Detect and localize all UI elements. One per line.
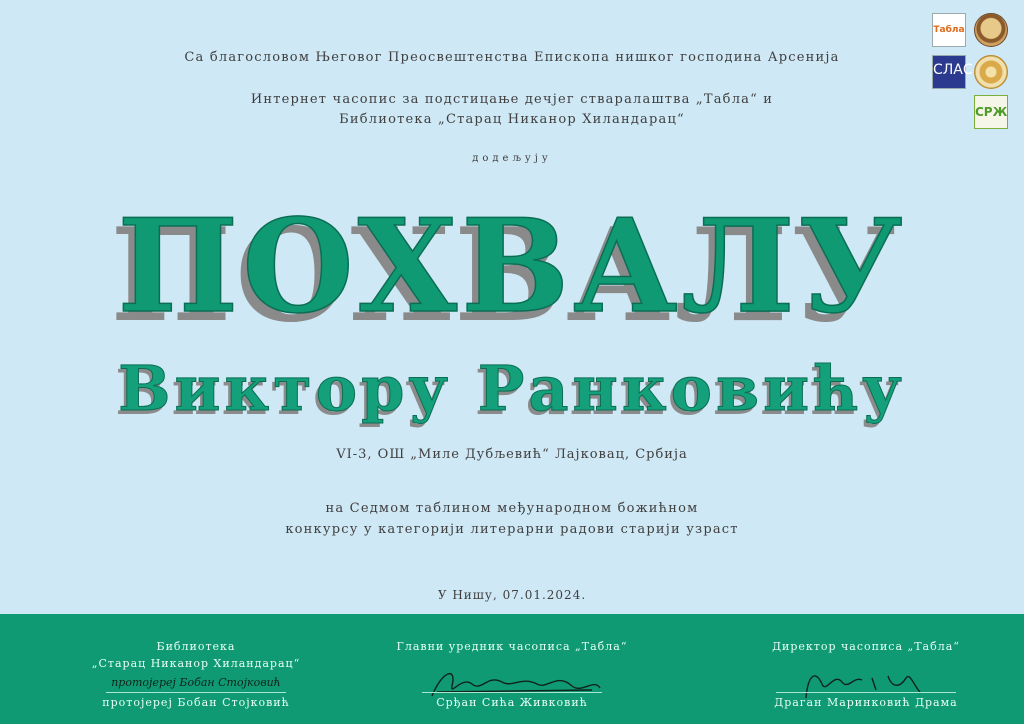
radio-logo-text: СЛАС [933, 62, 973, 78]
certificate-title: ПОХВАЛУ [117, 192, 907, 342]
signature-role-line-2: „Старац Никанор Хиландарац“ [91, 657, 301, 670]
handwritten-signature: протојереј Бобан Стојковић [111, 676, 281, 689]
publisher-line-2: Библиотека „Старац Никанор Хиландарац“ [339, 112, 685, 127]
srz-logo-text: СРЖ [975, 105, 1008, 119]
contest-line-2: конкурсу у категорији литерарни радови старији узраст [285, 522, 739, 537]
awards-label: додељују [472, 153, 552, 164]
saint-icon [974, 13, 1008, 47]
contest-line-1: на Седмом таблином међународном божићном [325, 501, 699, 516]
signature-footer [0, 614, 1024, 724]
recipient-name: Виктору Ранковићу [118, 352, 906, 425]
signature-role-line-1: Главни уредник часописа „Табла“ [396, 640, 628, 653]
signature-line [106, 692, 286, 693]
issue-date: У Нишу, 07.01.2024. [437, 588, 587, 602]
signatory-name: протојереј Бобан Стојковић [102, 696, 290, 709]
tabla-logo-text: Табла [933, 25, 965, 35]
handwritten-signature [362, 666, 662, 700]
handwritten-signature [716, 666, 1016, 700]
signatory-name: Срђан Сића Живковић [436, 696, 588, 709]
blessing-text: Са благословом Његовог Преосвештенства Епископа нишког господина Арсенија [184, 50, 840, 65]
tabla-logo-icon [932, 13, 966, 47]
signature-role-line-1: Библиотека [156, 640, 236, 653]
publisher-line-1: Интернет часопис за подстицање дечјег стваралаштва „Табла“ и [250, 92, 774, 107]
school-info: VI-3, ОШ „Миле Дубљевић“ Лајковац, Србија [336, 447, 688, 462]
signatory-name: Драган Маринковић Драма [774, 696, 958, 709]
signature-line [776, 692, 956, 693]
signature-role-line-1: Директор часописа „Табла“ [772, 640, 960, 653]
signature-line [422, 692, 602, 693]
